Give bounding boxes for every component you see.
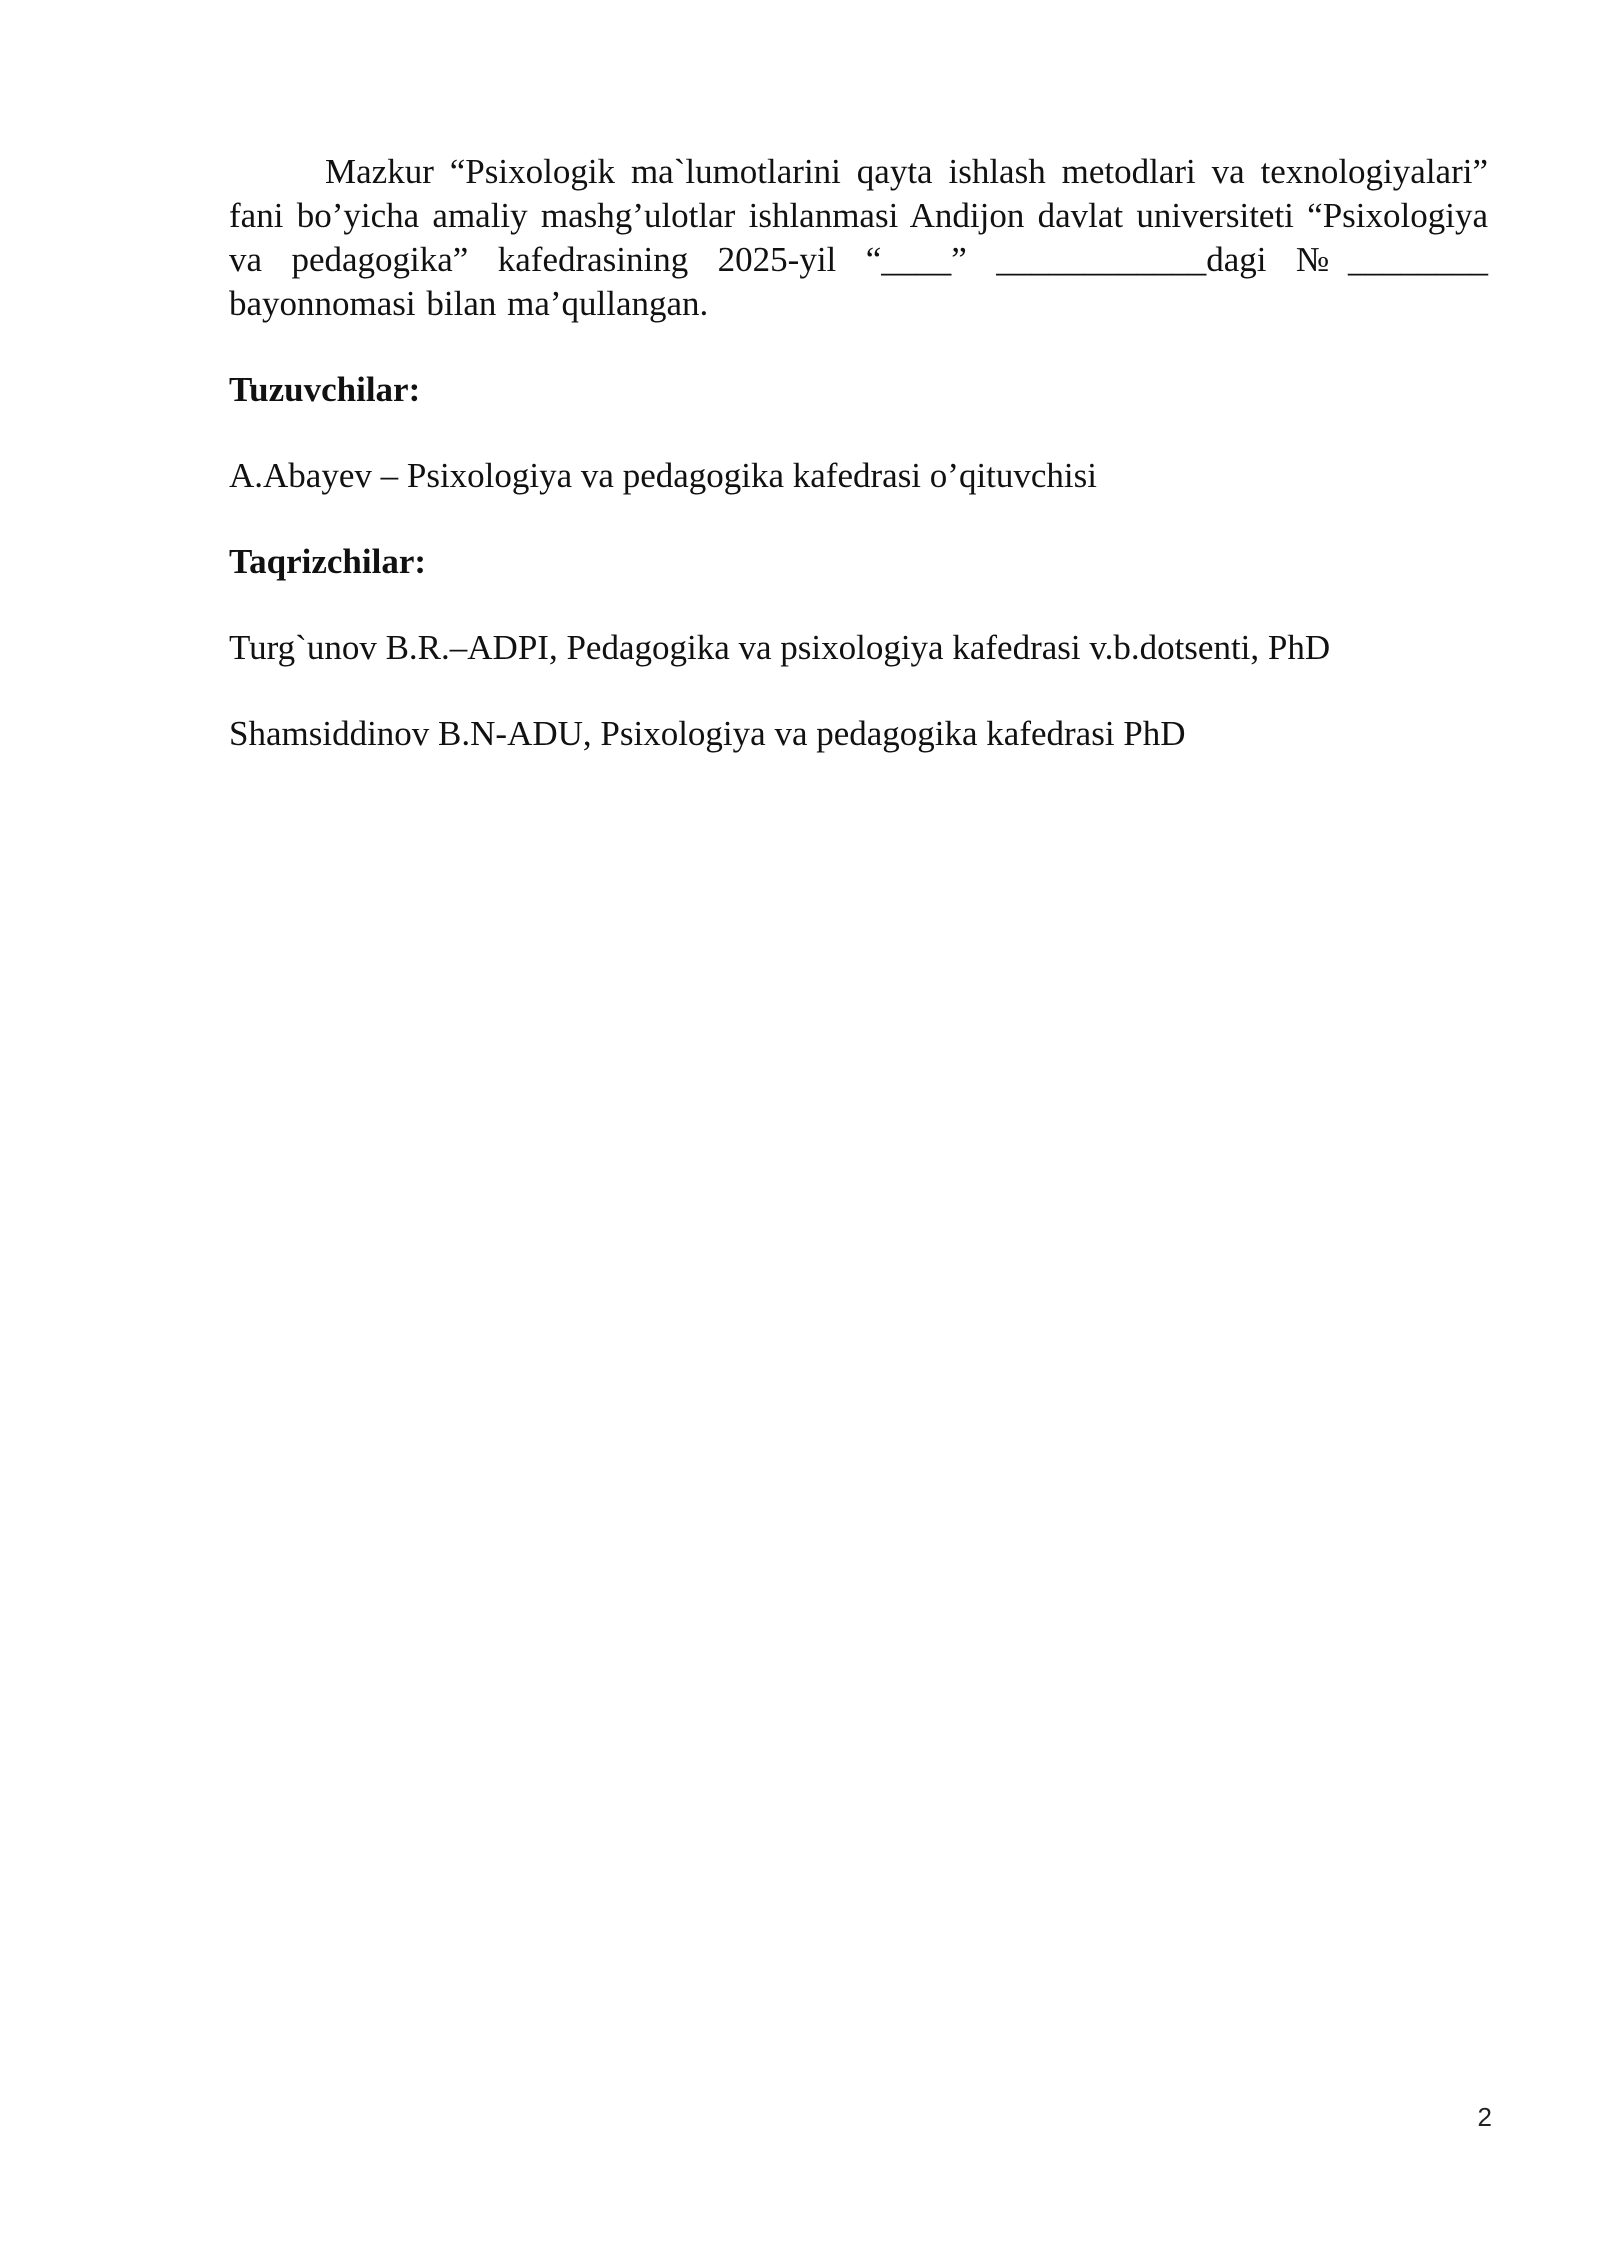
document-body	[229, 150, 1488, 756]
reviewer-entry: Turg`unov B.R.–ADPI, Pedagogika va psixologiya kafedrasi v.b.dotsenti, PhD	[229, 628, 1331, 667]
reviewer-entry: Shamsiddinov B.N-ADU, Psixologiya va pedagogika kafedrasi PhD	[229, 714, 1186, 753]
compilers-heading: Tuzuvchilar:	[229, 370, 421, 409]
compiler-entry: A.Abayev – Psixologiya va pedagogika kafedrasi o’qituvchisi	[229, 456, 1097, 495]
reviewers-heading: Taqrizchilar:	[229, 542, 427, 581]
page-number: 2	[1477, 2102, 1492, 2132]
approval-paragraph: Mazkur “Psixologik ma`lumotlarini qayta ishlash metodlari va texnologiyalari” fani bo’yicha amaliy mashg’ulotlar ishlanmasi Andijon davlat universiteti “Psixologiya va pedagogika” kafedrasining 2025-yil “____” ____________dagi №________ bayonnomasi bilan ma’qullangan.	[229, 152, 1488, 323]
